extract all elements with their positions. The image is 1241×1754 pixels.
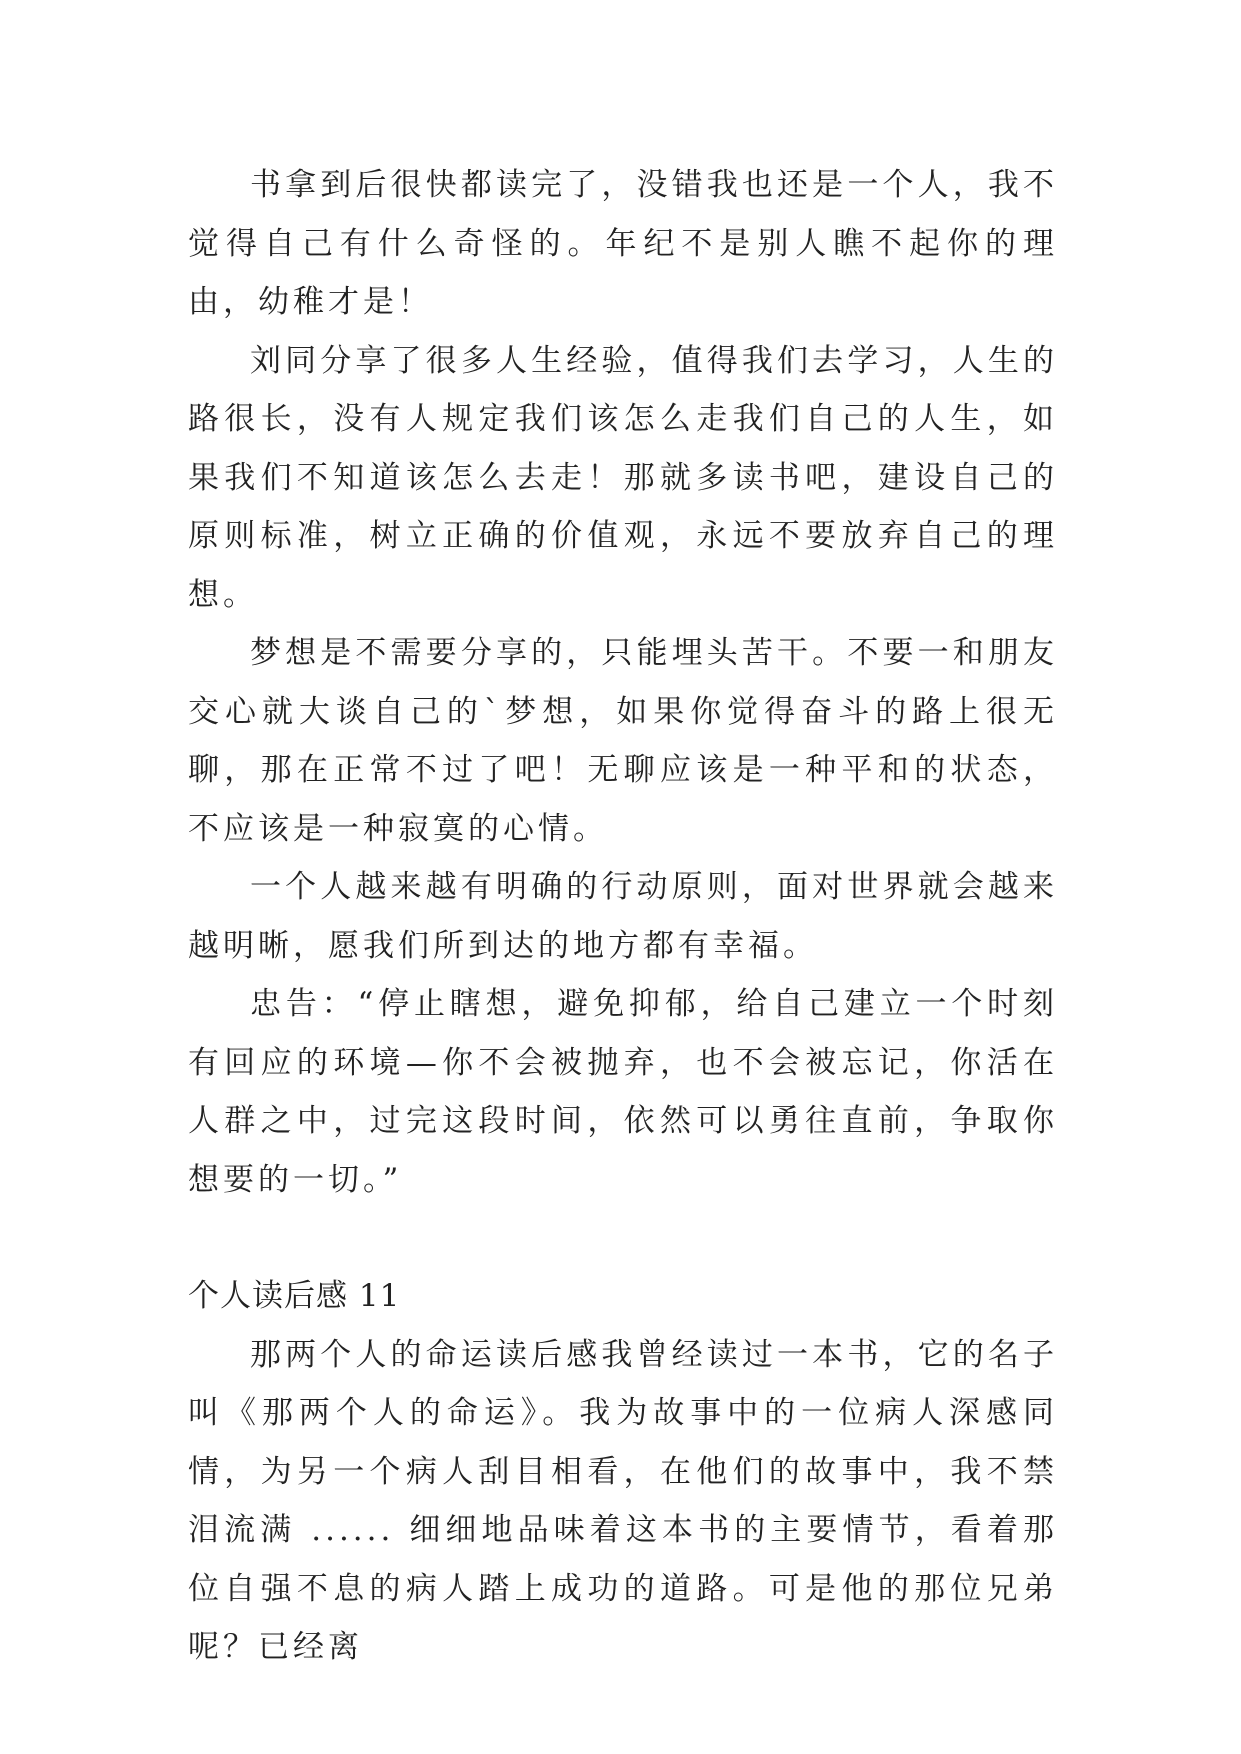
paragraph-principles: 一个人越来越有明确的行动原则，面对世界就会越来越明晰，愿我们所到达的地方都有幸福。 [188, 869, 1058, 964]
paragraph-life-experience: 刘同分享了很多人生经验，值得我们去学习，人生的路很长，没有人规定我们该怎么走我们自己的人生，如果我们不知道该怎么去走！那就多读书吧，建设自己的原则标准，树立正确的价值观，永远不要放弃自己的理想。 [188, 342, 1058, 613]
paragraph-dream: 梦想是不需要分享的，只能埋头苦干。不要一和朋友交心就大谈自己的`梦想，如果你觉得奋斗的路上很无聊，那在正常不过了吧！无聊应该是一种平和的状态，不应该是一种寂寞的心情。 [188, 635, 1058, 847]
paragraph-book-finished: 书拿到后很快都读完了，没错我也还是一个人，我不觉得自己有什么奇怪的。年纪不是别人瞧不起你的理由，幼稚才是！ [188, 167, 1058, 320]
document-page [188, 156, 1058, 1677]
section-heading: 个人读后感 11 [188, 1278, 401, 1314]
paragraph-advice-quote: 忠告：“停止瞎想，避免抑郁，给自己建立一个时刻有回应的环境—你不会被抛弃，也不会被忘记，你活在人群之中，过完这段时间，依然可以勇往直前，争取你想要的一切。” [188, 986, 1058, 1198]
paragraph-two-people-fate: 那两个人的命运读后感我曾经读过一本书，它的名子叫《那两个人的命运》。我为故事中的一位病人深感同情，为另一个病人刮目相看，在他们的故事中，我不禁泪流满 ...... 细细地品味着这本书的主要情节，看着那位自强不息的病人踏上成功的道路。可是他的那位兄弟呢？已经离 [188, 1336, 1058, 1665]
